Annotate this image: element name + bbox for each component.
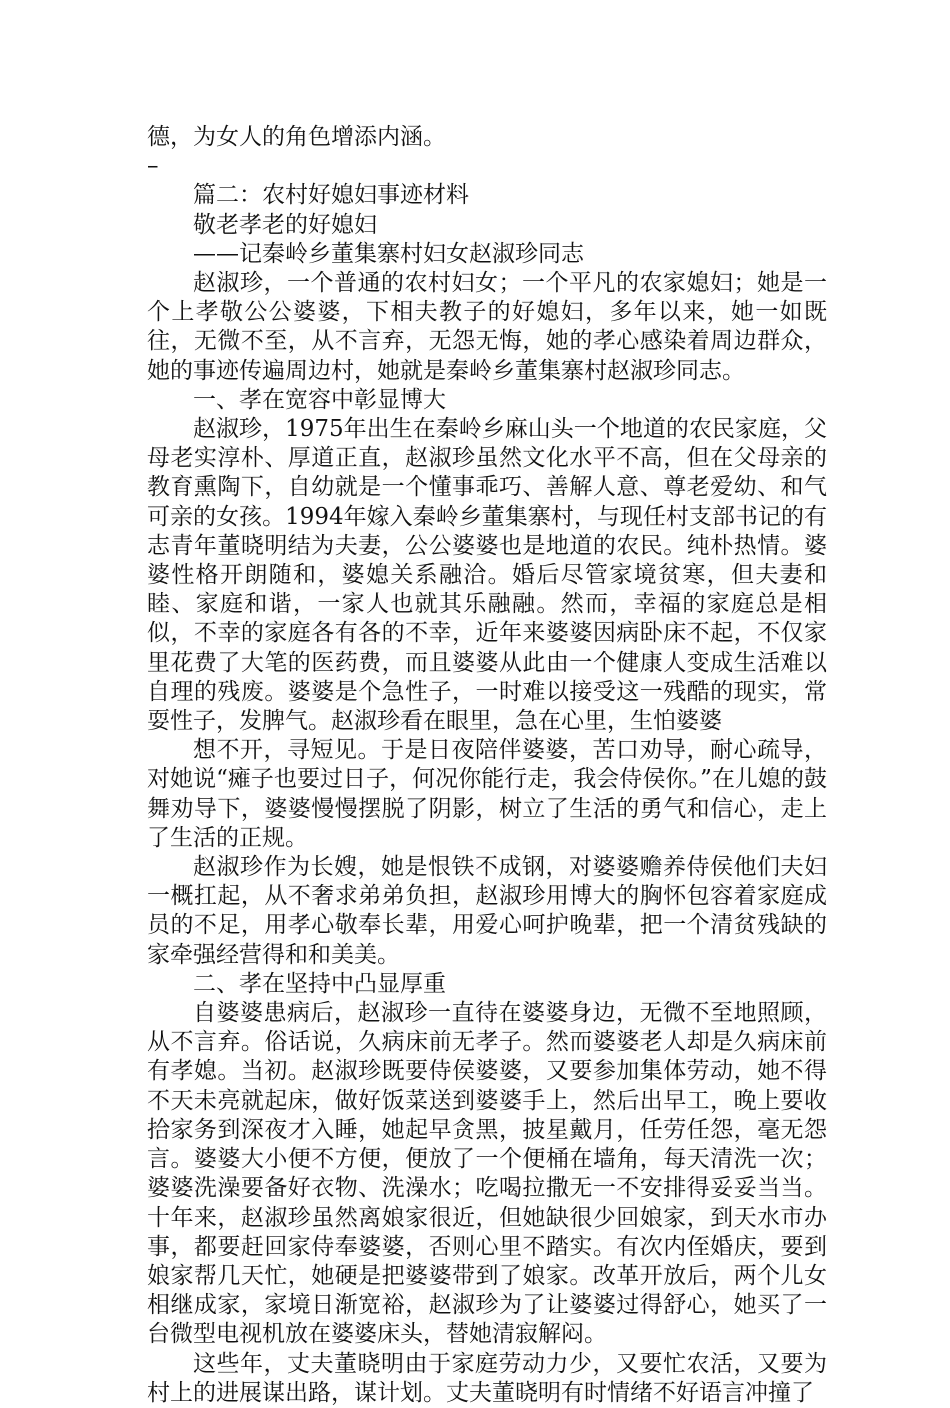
document-body: [147, 123, 827, 1408]
heading-two: 二、孝在坚持中凸显厚重: [193, 970, 446, 997]
article-subtitle: ——记秦岭乡董集寨村妇女赵淑珍同志: [193, 240, 584, 267]
paragraph-husband: 这些年，丈夫董晓明由于家庭劳动力少，又要忙农活，又要为村上的进展谋出路，谋计划。丈夫董晓明有时情绪不好语言冲撞了: [147, 1350, 827, 1406]
paragraph-comfort: 想不开，寻短见。于是日夜陪伴婆婆，苦口劝导，耐心疏导，对她说“瘫子也要过日子，何况你能行走，我会侍侯你。”在儿媳的鼓舞劝导下，婆婆慢慢摆脱了阴影，树立了生活的勇气和信心，走上了生活的正规。: [147, 737, 827, 851]
article-title: 敬老孝老的好媳妇: [193, 211, 377, 238]
paragraph-background: 赵淑珍，1975年出生在秦岭乡麻山头一个地道的农民家庭，父母老实淳朴、厚道正直，赵淑珍虽然文化水平不高，但在父母亲的教育熏陶下，自幼就是一个懂事乖巧、善解人意、尊老爱幼、和气可亲的女孩。1994年嫁入秦岭乡董集寨村，与现任村支部书记的有志青年董晓明结为夫妻，公公婆婆也是地道的农民。纯朴热情。婆婆性格开朗随和，婆媳关系融洽。婚后尽管家境贫寒，但夫妻和睦、家庭和谐，一家人也就其乐融融。然而，幸福的家庭总是相似，不幸的家庭各有各的不幸，近年来婆婆因病卧床不起，不仅家里花费了大笔的医药费，而且婆婆从此由一个健康人变成生活难以自理的残废。婆婆是个急性子，一时难以接受这一残酷的现实，常耍性子，发脾气。赵淑珍看在眼里，急在心里，生怕婆婆: [147, 416, 827, 735]
paragraph-intro: 赵淑珍，一个普通的农村妇女；一个平凡的农家媳妇；她是一个上孝敬公公婆婆，下相夫教子的好媳妇，多年以来，她一如既往，无微不至，从不言弃，无怨无悔，她的孝心感染着周边群众，她的事迹传遍周边村，她就是秦岭乡董集寨村赵淑珍同志。: [147, 270, 827, 384]
heading-one: 一、孝在宽容中彰显博大: [193, 386, 446, 413]
paragraph-care: 自婆婆患病后，赵淑珍一直待在婆婆身边，无微不至地照顾，从不言弃。俗话说，久病床前无孝子。然而婆婆老人却是久病床前有孝媳。当初。赵淑珍既要侍侯婆婆，又要参加集体劳动，她不得不天未亮就起床，做好饭菜送到婆婆手上，然后出早工，晚上要收拾家务到深夜才入睡，她起早贪黑，披星戴月，任劳任怨，毫无怨言。婆婆大小便不方便，便放了一个便桶在墙角，每天清洗一次；婆婆洗澡要备好衣物、洗澡水；吃喝拉撒无一不安排得妥妥当当。十年来，赵淑珍虽然离娘家很近，但她缺很少回娘家，到天水市办事，都要赶回家侍奉婆婆，否则心里不踏实。有次内侄婚庆，要到娘家帮几天忙，她硬是把婆婆带到了娘家。改革开放后，两个儿女相继成家，家境日渐宽裕，赵淑珍为了让婆婆过得舒心，她买了一台微型电视机放在婆婆床头，替她清寂解闷。: [147, 1000, 827, 1348]
separator-mark: –: [147, 153, 159, 180]
paragraph-eldest-sister-in-law: 赵淑珍作为长嫂，她是恨铁不成钢，对婆婆赡养侍侯他们夫妇一概扛起，从不奢求弟弟负担，赵淑珍用博大的胸怀包容着家庭成员的不足，用孝心敬奉长辈，用爱心呵护晚辈，把一个清贫残缺的家牵强经营得和和美美。: [147, 854, 827, 968]
section-title: 篇二：农村好媳妇事迹材料: [193, 182, 469, 209]
continuation-line: 德，为女人的角色增添内涵。: [147, 124, 446, 150]
